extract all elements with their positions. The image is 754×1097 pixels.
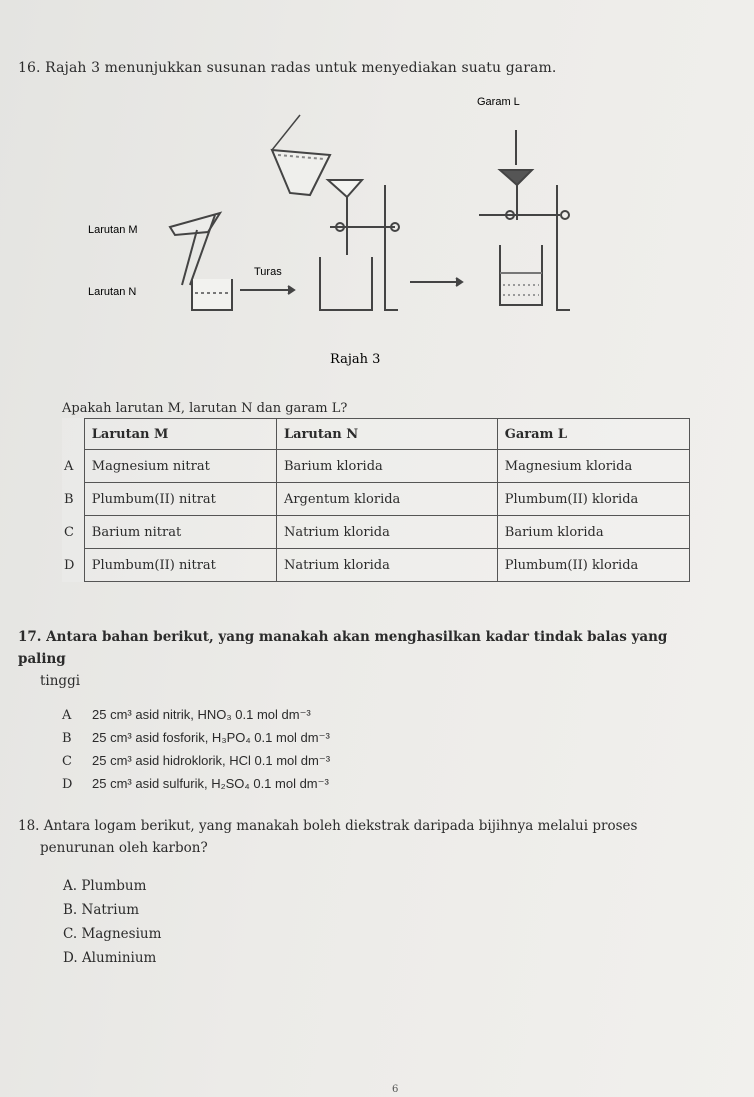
label-larutan-n: Larutan N — [88, 286, 137, 298]
label-larutan-m: Larutan M — [88, 224, 138, 236]
cell-garam-l: Magnesium klorida — [497, 450, 689, 483]
table-row — [62, 450, 690, 483]
cell-larutan-n: Natrium klorida — [276, 549, 497, 582]
option-letter: A — [62, 708, 72, 723]
diagram-caption: Rajah 3 — [330, 352, 381, 367]
cell-larutan-m: Barium nitrat — [84, 516, 276, 549]
row-letter: B — [64, 491, 74, 507]
cell-larutan-n: Barium klorida — [276, 450, 497, 483]
header-garam-l: Garam L — [497, 419, 689, 450]
option-letter: B. — [63, 902, 78, 918]
question-17-line1: 17. Antara bahan berikut, yang manakah akan menghasilkan kadar tindak balas yang paling — [18, 629, 668, 667]
q18-option-b[interactable] — [63, 902, 139, 918]
option-text: 25 cm³ asid fosforik, H₃PO₄ 0.1 mol dm⁻³ — [92, 730, 330, 745]
row-letter: C — [64, 524, 74, 540]
cell-larutan-n: Natrium klorida — [276, 516, 497, 549]
q17-option-d[interactable] — [62, 776, 329, 792]
header-larutan-m: Larutan M — [84, 419, 276, 450]
answer-table — [62, 418, 690, 582]
cell-garam-l: Plumbum(II) klorida — [497, 483, 689, 516]
option-text: Natrium — [81, 902, 140, 918]
q17-option-b[interactable] — [62, 730, 330, 746]
cell-larutan-m: Plumbum(II) nitrat — [84, 483, 276, 516]
option-text: 25 cm³ asid nitrik, HNO₃ 0.1 mol dm⁻³ — [92, 707, 311, 722]
question-16-prompt: Apakah larutan M, larutan N dan garam L? — [62, 401, 348, 416]
question-18-line2: penurunan oleh karbon? — [40, 840, 208, 856]
option-letter: A. — [63, 878, 78, 894]
option-text: 25 cm³ asid hidroklorik, HCl 0.1 mol dm⁻³ — [92, 753, 331, 768]
q17-option-a[interactable] — [62, 707, 311, 723]
cell-larutan-m: Plumbum(II) nitrat — [84, 549, 276, 582]
apparatus-diagram — [0, 85, 754, 375]
question-17-text — [18, 626, 708, 692]
row-letter: D — [64, 557, 75, 573]
row-letter: A — [64, 458, 74, 474]
question-16-text: 16. Rajah 3 menunjukkan susunan radas untuk menyediakan suatu garam. — [18, 60, 557, 76]
q18-option-a[interactable] — [63, 878, 146, 894]
option-text: 25 cm³ asid sulfurik, H₂SO₄ 0.1 mol dm⁻³ — [92, 776, 329, 791]
q18-option-c[interactable] — [63, 926, 161, 942]
label-turas: Turas — [254, 266, 282, 278]
option-letter: C — [62, 754, 72, 769]
q18-option-d[interactable] — [63, 950, 156, 966]
option-text: Aluminium — [81, 950, 157, 966]
option-letter: C. — [63, 926, 78, 942]
cell-garam-l: Barium klorida — [497, 516, 689, 549]
question-18-line1: 18. Antara logam berikut, yang manakah boleh diekstrak daripada bijihnya melalui proses — [18, 818, 638, 834]
table-row — [62, 549, 690, 582]
option-text: Plumbum — [81, 878, 147, 894]
question-17-line2: tinggi — [40, 673, 81, 689]
page-number: 6 — [392, 1084, 399, 1095]
table-row — [62, 516, 690, 549]
table-corner — [62, 419, 84, 450]
cell-larutan-n: Argentum klorida — [276, 483, 497, 516]
option-letter: D — [62, 777, 73, 792]
option-letter: B — [62, 731, 72, 746]
label-garam-l: Garam L — [477, 96, 520, 108]
option-letter: D. — [63, 950, 78, 966]
table-row — [62, 483, 690, 516]
question-18-text — [18, 815, 718, 859]
cell-garam-l: Plumbum(II) klorida — [497, 549, 689, 582]
header-larutan-n: Larutan N — [276, 419, 497, 450]
table-header-row — [62, 419, 690, 450]
cell-larutan-m: Magnesium nitrat — [84, 450, 276, 483]
q17-option-c[interactable] — [62, 753, 330, 769]
option-text: Magnesium — [81, 926, 162, 942]
